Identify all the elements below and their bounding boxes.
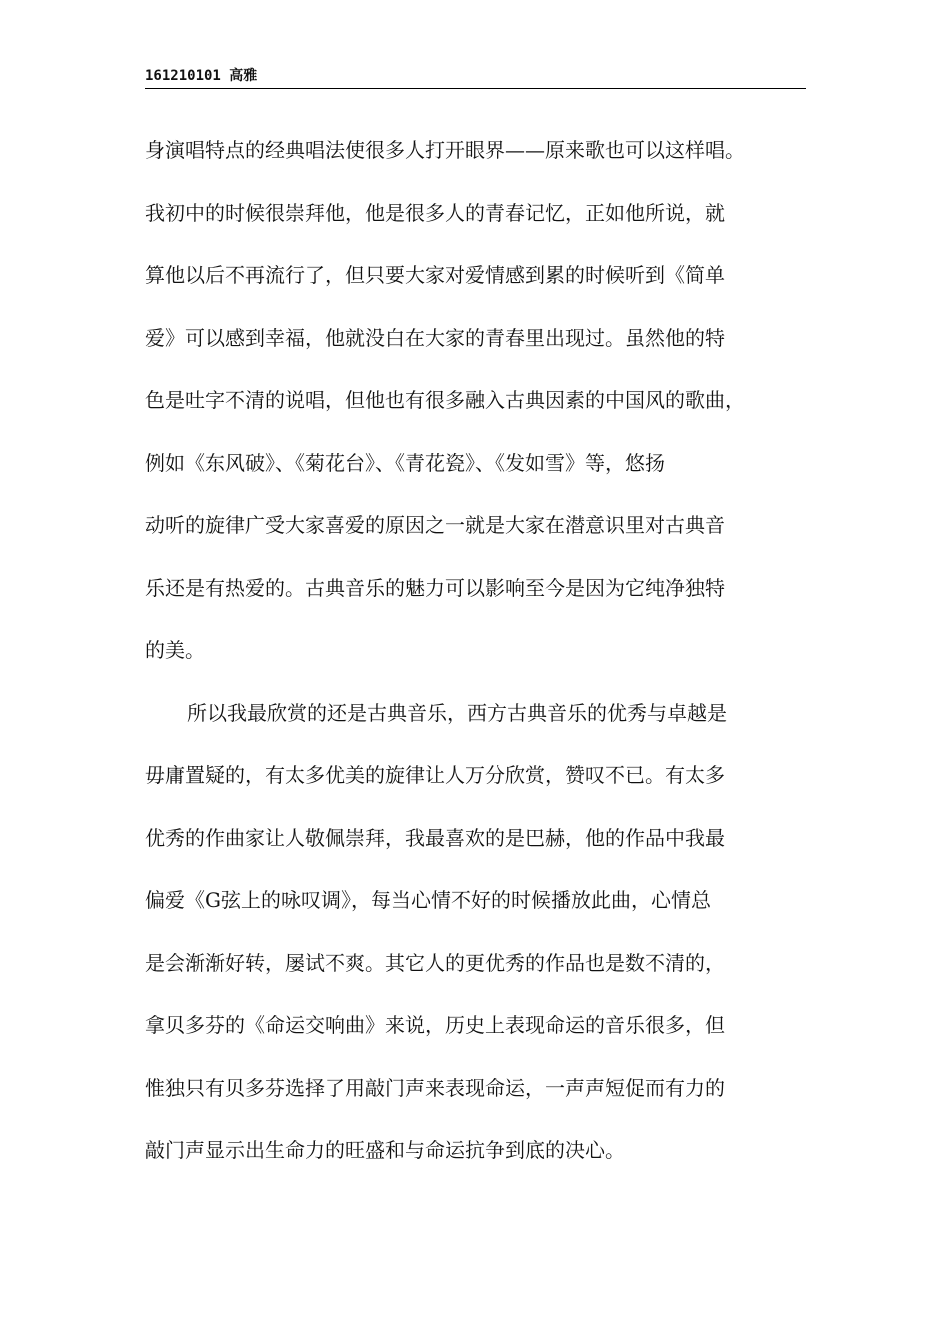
text-line: 例如《东风破》、《菊花台》、《青花瓷》、《发如雪》等，悠扬 bbox=[145, 450, 665, 475]
text-line: 色是吐字不清的说唱，但他也有很多融入古典因素的中国风的歌曲， bbox=[145, 388, 745, 412]
text-line: 爱》可以感到幸福，他就没白在大家的青春里出现过。虽然他的特 bbox=[145, 325, 725, 350]
text-line: 敲门声显示出生命力的旺盛和与命运抗争到底的决心。 bbox=[145, 1138, 625, 1162]
text-line: 偏爱《G弦上的咏叹调》，每当心情不好的时候播放此曲，心情总 bbox=[145, 888, 711, 912]
text-line: 是会渐渐好转，屡试不爽。其它人的更优秀的作品也是数不清的， bbox=[145, 950, 725, 975]
text-line: 所以我最欣赏的还是古典音乐，西方古典音乐的优秀与卓越是 bbox=[187, 700, 727, 725]
page-header bbox=[145, 66, 806, 89]
text-line: 毋庸置疑的，有太多优美的旋律让人万分欣赏，赞叹不已。有太多 bbox=[145, 763, 725, 787]
text-line: 乐还是有热爱的。古典音乐的魅力可以影响至今是因为它纯净独特 bbox=[145, 575, 725, 600]
body-text bbox=[145, 128, 806, 1191]
text-line: 的美。 bbox=[145, 638, 205, 662]
text-line: 算他以后不再流行了，但只要大家对爱情感到累的时候听到《简单 bbox=[145, 263, 725, 287]
header-text: 161210101 高雅 bbox=[145, 68, 258, 84]
text-line: 身演唱特点的经典唱法使很多人打开眼界——原来歌也可以这样唱。 bbox=[145, 138, 745, 162]
text-line: 优秀的作曲家让人敬佩崇拜，我最喜欢的是巴赫，他的作品中我最 bbox=[145, 825, 725, 850]
text-line: 拿贝多芬的《命运交响曲》来说，历史上表现命运的音乐很多，但 bbox=[145, 1013, 725, 1037]
text-line: 动听的旋律广受大家喜爱的原因之一就是大家在潜意识里对古典音 bbox=[145, 513, 725, 537]
text-line: 我初中的时候很崇拜他，他是很多人的青春记忆，正如他所说，就 bbox=[145, 200, 725, 225]
text-line: 惟独只有贝多芬选择了用敲门声来表现命运，一声声短促而有力的 bbox=[145, 1075, 725, 1100]
